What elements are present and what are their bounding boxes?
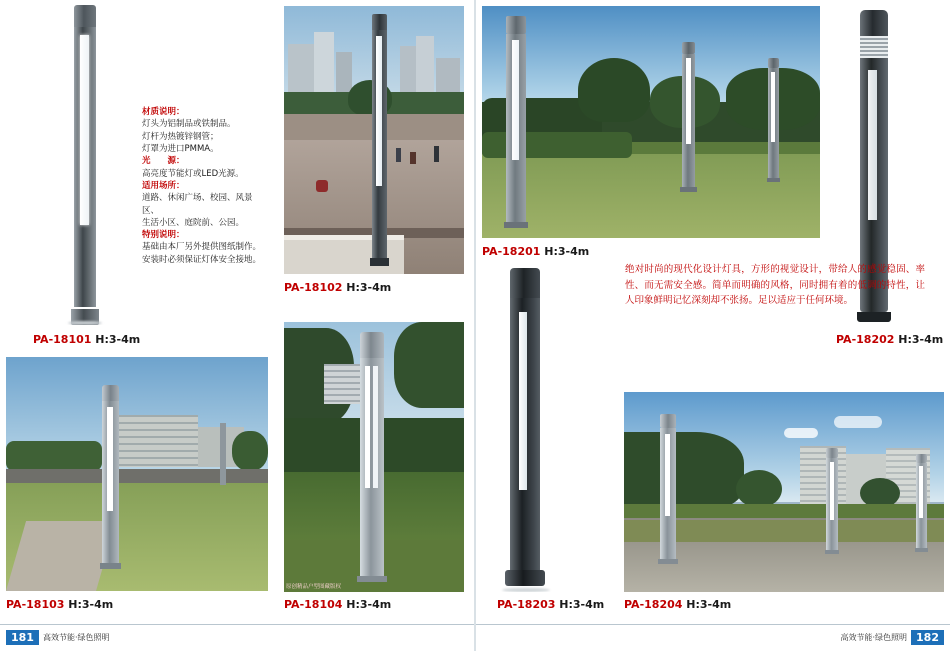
product-image-pa-18103 (6, 357, 268, 591)
pole-drawing (506, 16, 526, 228)
pole-drawing (768, 58, 779, 182)
page-spine (474, 0, 476, 651)
footer-tagline-left: 高效节能·绿色照明 (42, 633, 110, 642)
page-number-left: 181 (6, 630, 39, 645)
pole-drawing (660, 414, 676, 564)
footer-right (840, 630, 944, 645)
caption-pa-18201: PA-18201 H:3-4m (482, 245, 590, 258)
spec-source-title: 光 源： (142, 156, 185, 167)
spec-note-line-1: 基础由本厂另外提供图纸制作。 (142, 242, 262, 253)
footer-tagline-right: 高效节能·绿色照明 (840, 633, 908, 642)
pole-head (74, 5, 96, 27)
pole-drawing (916, 454, 927, 552)
pole-drawing (102, 385, 119, 569)
spec-usage-title: 适用场所： (142, 180, 185, 191)
spec-material-line-3: 灯罩为进口PMMA。 (142, 143, 219, 154)
spec-material-line-1: 灯头为铝制品或铁制品。 (142, 119, 236, 130)
lamp-panel (80, 35, 89, 225)
product-image-pa-18104: 原创精品户型图藏版权 (284, 322, 464, 592)
page-number-right: 182 (911, 630, 944, 645)
spec-usage-line-2: 生活小区、庭院前、公园。 (142, 217, 245, 228)
spec-source-line-1: 高亮度节能灯或LED光源。 (142, 168, 244, 179)
spec-material-title: 材质说明： (142, 107, 185, 117)
pole-drawing (682, 42, 695, 192)
product-image-pa-18201 (482, 6, 820, 238)
pole-drawing (74, 5, 96, 325)
product-image-pa-18101 (60, 5, 110, 325)
footer-left (6, 630, 110, 645)
marketing-blurb: 绝对时尚的现代化设计灯具，方形的视觉设计，带给人的感觉稳固、率性、而无需安全感。简单而明确的风格，同时拥有着的低调的特性，让人印象鲜明记忆深刻却不张扬。足以适应于任何环境。 (625, 264, 925, 307)
spec-note-line-2: 安装时必须保证灯体安全接地。 (142, 254, 262, 265)
caption-pa-18202: PA-18202 H:3-4m (836, 333, 944, 346)
spec-material-line-2: 灯杆为热镀锌钢管； (142, 131, 219, 142)
pole-drawing (826, 448, 838, 554)
pole-drawing (510, 268, 540, 586)
product-image-pa-18204 (624, 392, 944, 592)
product-image-pa-18203 (494, 262, 558, 592)
caption-pa-18103: PA-18103 H:3-4m (6, 598, 114, 611)
caption-pa-18204: PA-18204 H:3-4m (624, 598, 732, 611)
caption-pa-18203: PA-18203 H:3-4m (497, 598, 605, 611)
caption-pa-18101: PA-18101 H:3-4m (33, 333, 141, 346)
product-image-pa-18102 (284, 6, 464, 274)
caption-pa-18102: PA-18102 H:3-4m (284, 281, 392, 294)
spec-note-title: 特别说明： (142, 230, 185, 241)
pole-drawing (372, 14, 387, 266)
pole-drawing (360, 332, 384, 582)
caption-pa-18104: PA-18104 H:3-4m (284, 598, 392, 611)
spec-text-block (142, 106, 262, 266)
spec-usage-line-1: 道路、休闲广场、校园、风景区、 (142, 193, 253, 216)
